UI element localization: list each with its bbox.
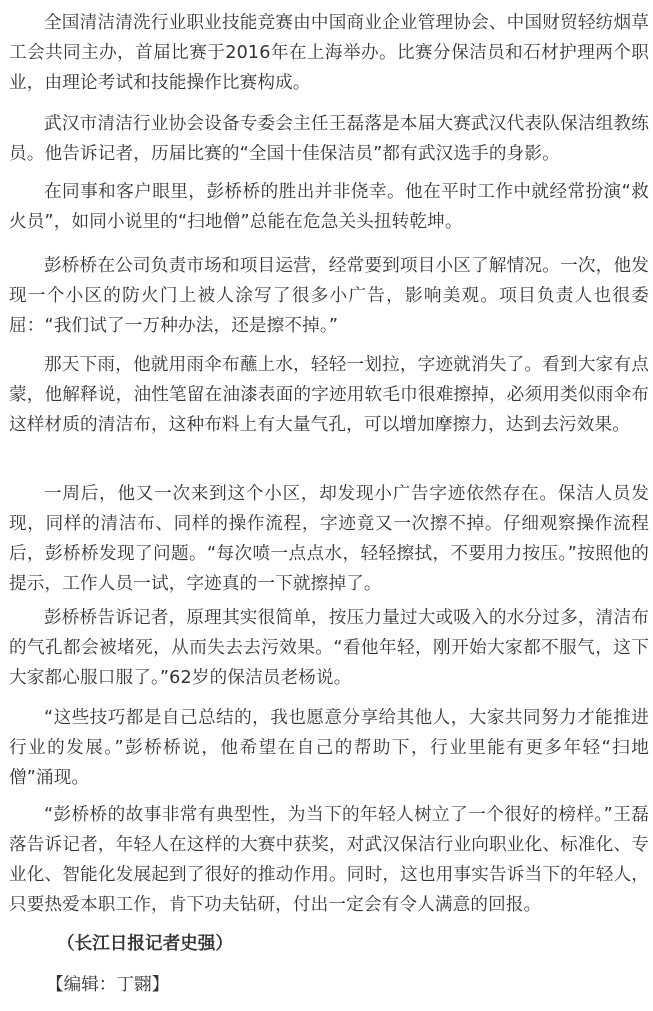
article-paragraph: 武汉市清洁行业协会设备专委会主任王磊落是本届大赛武汉代表队保洁组教练员。他告诉记者，历届比赛的“全国十佳保洁员”都有武汉选手的身影。 (9, 114, 649, 164)
reporter-byline: （长江日报记者史强） (57, 934, 233, 954)
article-paragraph: 彭桥桥在公司负责市场和项目运营，经常要到项目小区了解情况。一次，他发现一个小区的防火门上被人涂写了很多小广告，影响美观。项目负责人也很委屈：“我们试了一万种办法，还是擦不掉。” (9, 256, 649, 336)
article-paragraph: 彭桥桥告诉记者，原理其实很简单，按压力量过大或吸入的水分过多，清洁布的气孔都会被堵死，从而失去去污效果。“看他年轻，刚开始大家都不服气，这下大家都心服口服了。”62岁的保洁员老杨说。 (9, 608, 649, 688)
article-paragraph: “这些技巧都是自己总结的，我也愿意分享给其他人，大家共同努力才能推进行业的发展。”彭桥桥说，他希望在自己的帮助下，行业里能有更多年轻“扫地僧”涌现。 (9, 708, 649, 788)
article-paragraph: 在同事和客户眼里，彭桥桥的胜出并非侥幸。他在平时工作中就经常扮演“救火员”，如同小说里的“扫地僧”总能在危急关头扭转乾坤。 (9, 182, 649, 232)
editor-credit: 【编辑：丁翾】 (46, 975, 170, 995)
article-paragraph: 那天下雨，他就用雨伞布蘸上水，轻轻一划拉，字迹就消失了。看到大家有点蒙，他解释说，油性笔留在油漆表面的字迹用软毛巾很难擦掉，必须用类似雨伞布这样材质的清洁布，这种布料上有大量气孔，可以增加摩擦力，达到去污效果。 (9, 355, 649, 435)
article-paragraph: 一周后，他又一次来到这个小区，却发现小广告字迹依然存在。保洁人员发现，同样的清洁布、同样的操作流程，字迹竟又一次擦不掉。仔细观察操作流程后，彭桥桥发现了问题。“每次喷一点点水，轻轻擦拭，不要用力按压。”按照他的提示，工作人员一试，字迹真的一下就擦掉了。 (9, 484, 649, 594)
article-paragraph: “彭桥桥的故事非常有典型性，为当下的年轻人树立了一个很好的榜样。”王磊落告诉记者，年轻人在这样的大赛中获奖，对武汉保洁行业向职业化、标准化、专业化、智能化发展起到了很好的推动作用。同时，这也用事实告诉当下的年轻人，只要热爱本职工作，肯下功夫钻研，付出一定会有令人满意的回报。 (9, 805, 649, 915)
article-paragraph: 全国清洁清洗行业职业技能竞赛由中国商业企业管理协会、中国财贸轻纺烟草工会共同主办，首届比赛于2016年在上海举办。比赛分保洁员和石材护理两个职业，由理论考试和技能操作比赛构成。 (9, 13, 649, 93)
